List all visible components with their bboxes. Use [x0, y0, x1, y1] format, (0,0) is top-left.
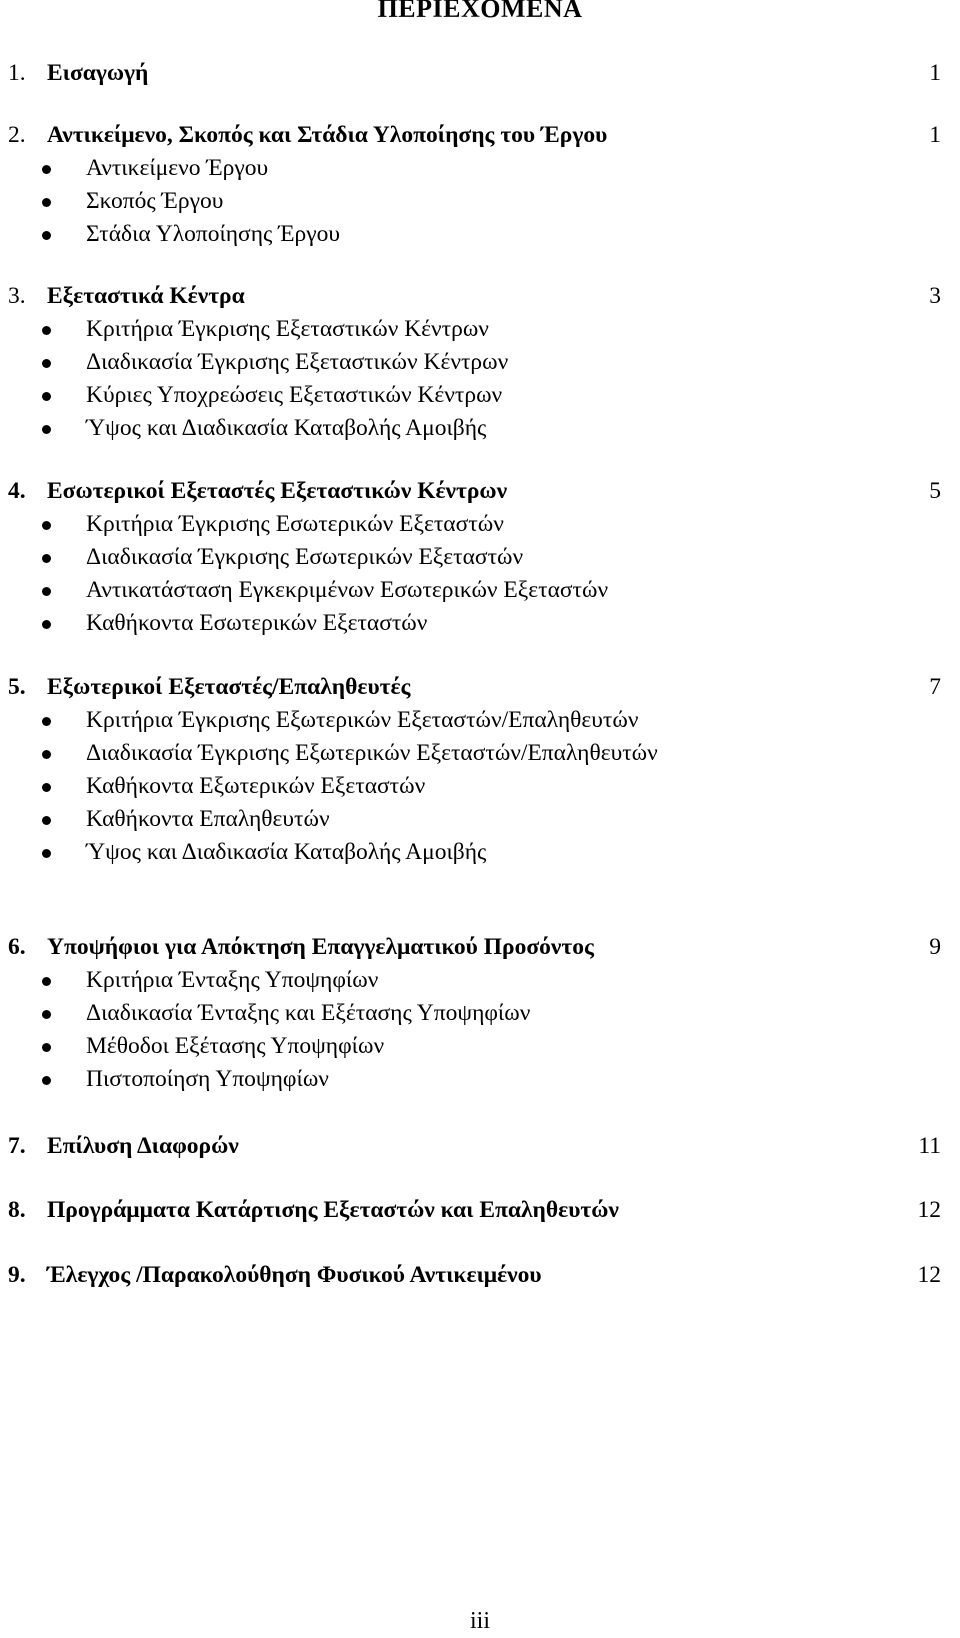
- bullet-icon: [42, 521, 51, 530]
- toc-subitem[interactable]: Καθήκοντα Εξωτερικών Εξεταστών: [0, 770, 960, 803]
- bullet-icon: [42, 750, 51, 759]
- section-page-number: 12: [917, 1197, 941, 1223]
- toc-section-heading[interactable]: [0, 1129, 960, 1163]
- section-number: 5.: [8, 674, 26, 700]
- bullet-icon: [42, 1076, 51, 1085]
- bullet-icon: [42, 1043, 51, 1052]
- section-title: Εσωτερικοί Εξεταστές Εξεταστικών Κέντρων: [47, 478, 508, 504]
- toc-subitem[interactable]: Διαδικασία Έγκρισης Εξεταστικών Κέντρων: [0, 346, 960, 379]
- toc-subitem[interactable]: Ύψος και Διαδικασία Καταβολής Αμοιβής: [0, 836, 960, 869]
- toc-subitem[interactable]: Κριτήρια Έγκρισης Εσωτερικών Εξεταστών: [0, 508, 960, 541]
- bullet-icon: [42, 198, 51, 207]
- bullet-icon: [42, 326, 51, 335]
- bullet-icon: [42, 816, 51, 825]
- toc-subitem[interactable]: Καθήκοντα Επαληθευτών: [0, 803, 960, 836]
- section-page-number: 11: [918, 1133, 941, 1159]
- bullet-icon: [42, 783, 51, 792]
- toc-section-heading[interactable]: [0, 118, 960, 152]
- section-page-number: 9: [929, 934, 941, 960]
- section-title: Υποψήφιοι για Απόκτηση Επαγγελματικού Προσόντος: [47, 934, 594, 960]
- section-number: 7.: [8, 1133, 26, 1159]
- section-number: 2.: [8, 122, 26, 148]
- section-title: Προγράμματα Κατάρτισης Εξεταστών και Επαληθευτών: [47, 1197, 619, 1223]
- section-title: Έλεγχος /Παρακολούθηση Φυσικού Αντικειμένου: [47, 1262, 542, 1288]
- section-page-number: 1: [929, 60, 941, 86]
- section-number: 4.: [8, 478, 26, 504]
- toc-section-heading[interactable]: [0, 1258, 960, 1292]
- section-page-number: 3: [929, 283, 941, 309]
- toc-subitem[interactable]: Κριτήρια Έγκρισης Εξεταστικών Κέντρων: [0, 313, 960, 346]
- bullet-icon: [42, 554, 51, 563]
- section-title: Αντικείμενο, Σκοπός και Στάδια Υλοποίησης του Έργου: [47, 122, 608, 148]
- toc-subitem[interactable]: Ύψος και Διαδικασία Καταβολής Αμοιβής: [0, 412, 960, 445]
- toc-section-heading[interactable]: [0, 930, 960, 964]
- toc-section-heading[interactable]: [0, 474, 960, 508]
- toc-subitem[interactable]: Μέθοδοι Εξέτασης Υποψηφίων: [0, 1030, 960, 1063]
- bullet-icon: [42, 359, 51, 368]
- section-number: 1.: [8, 60, 26, 86]
- toc-subitem[interactable]: Κριτήρια Ένταξης Υποψηφίων: [0, 964, 960, 997]
- toc-subitem[interactable]: Στάδια Υλοποίησης Έργου: [0, 218, 960, 251]
- section-page-number: 5: [929, 478, 941, 504]
- toc-subitem[interactable]: Πιστοποίηση Υποψηφίων: [0, 1063, 960, 1096]
- toc-subitem[interactable]: Διαδικασία Έγκρισης Εσωτερικών Εξεταστών: [0, 541, 960, 574]
- section-page-number: 7: [929, 674, 941, 700]
- toc-subitem[interactable]: Αντικατάσταση Εγκεκριμένων Εσωτερικών Εξεταστών: [0, 574, 960, 607]
- toc-subitem[interactable]: Κριτήρια Έγκρισης Εξωτερικών Εξεταστών/Επαληθευτών: [0, 704, 960, 737]
- toc-subitem[interactable]: Διαδικασία Έγκρισης Εξωτερικών Εξεταστών/Επαληθευτών: [0, 737, 960, 770]
- toc-section-heading[interactable]: [0, 1193, 960, 1227]
- toc-subitem[interactable]: Σκοπός Έργου: [0, 185, 960, 218]
- section-title: Εξωτερικοί Εξεταστές/Επαληθευτές: [47, 674, 411, 700]
- bullet-icon: [42, 165, 51, 174]
- section-title: Επίλυση Διαφορών: [47, 1133, 239, 1159]
- section-page-number: 12: [917, 1262, 941, 1288]
- toc-subitem[interactable]: Αντικείμενο Έργου: [0, 152, 960, 185]
- toc-section-heading[interactable]: [0, 279, 960, 313]
- bullet-icon: [42, 587, 51, 596]
- section-title: Εισαγωγή: [47, 60, 149, 86]
- toc-section-heading[interactable]: [0, 670, 960, 704]
- section-title: Εξεταστικά Κέντρα: [47, 283, 245, 309]
- page-number-footer: iii: [469, 1608, 490, 1634]
- toc-subitem[interactable]: Καθήκοντα Εσωτερικών Εξεταστών: [0, 607, 960, 640]
- bullet-icon: [42, 717, 51, 726]
- section-number: 3.: [8, 283, 26, 309]
- bullet-icon: [42, 425, 51, 434]
- toc-subitem[interactable]: Κύριες Υποχρεώσεις Εξεταστικών Κέντρων: [0, 379, 960, 412]
- bullet-icon: [42, 620, 51, 629]
- section-page-number: 1: [929, 122, 941, 148]
- bullet-icon: [42, 231, 51, 240]
- toc-subitem[interactable]: Διαδικασία Ένταξης και Εξέτασης Υποψηφίων: [0, 997, 960, 1030]
- page-title: ΠΕΡΙΕΧΟΜΕΝΑ: [377, 0, 583, 23]
- section-number: 8.: [8, 1197, 26, 1223]
- toc-section-heading[interactable]: [0, 56, 960, 90]
- bullet-icon: [42, 1010, 51, 1019]
- bullet-icon: [42, 392, 51, 401]
- section-number: 6.: [8, 934, 26, 960]
- section-number: 9.: [8, 1262, 26, 1288]
- bullet-icon: [42, 977, 51, 986]
- bullet-icon: [42, 849, 51, 858]
